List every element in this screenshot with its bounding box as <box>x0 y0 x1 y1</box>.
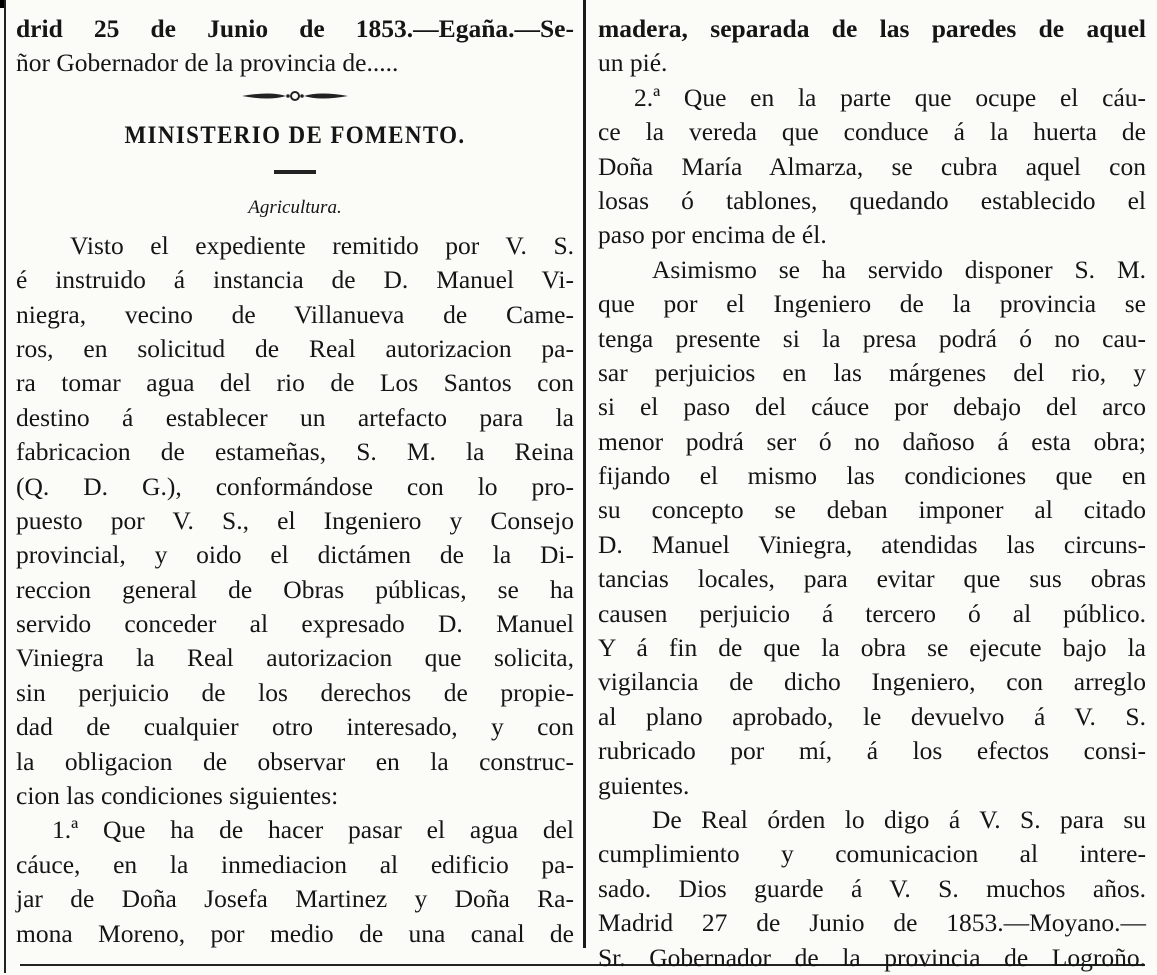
column-divider-rule <box>583 0 586 948</box>
right-body-line: sar perjuicios en las márgenes del rio, y <box>598 357 1146 387</box>
ministry-heading: MINISTERIO DE FOMENTO. <box>124 121 466 149</box>
right-body-line: que por el Ingeniero de la provincia se <box>598 289 1146 319</box>
left-body-line: reccion general de Obras públicas, se ha <box>16 574 574 604</box>
left-body-line: cáuce, en la inmediacion al edificio pa- <box>16 849 574 879</box>
left-body-line: provincial, y oido el dictámen de la Di- <box>16 540 574 570</box>
right-body-line: sado. Dios guarde á V. S. muchos años. <box>598 873 1146 903</box>
right-body-line: De Real órden lo digo á V. S. para su <box>652 804 1146 834</box>
right-body-line: un pié. <box>598 48 668 78</box>
right-body-line: 2.ª Que en la parte que ocupe el cáu- <box>634 82 1146 112</box>
heading-dash <box>16 161 574 183</box>
left-body-line: é instruido á instancia de D. Manuel Vi- <box>16 265 574 295</box>
right-body-line: rubricado por mí, á los efectos consi- <box>598 736 1146 766</box>
left-body-line: ra tomar agua del rio de Los Santos con <box>16 368 574 398</box>
left-body-line: sin perjuicio de los derechos de propie- <box>16 677 574 707</box>
right-body-line: cumplimiento y comunicacion al intere- <box>598 839 1146 869</box>
left-column <box>16 12 574 951</box>
left-body-line: niegra, vecino de Villanueva de Came- <box>16 299 574 329</box>
left-body-line: 1.ª Que ha de hacer pasar el agua del <box>52 815 574 845</box>
right-body-line: vigilancia de dicho Ingeniero, con arreglo <box>598 667 1146 697</box>
left-body-line: Visto el expediente remitido por V. S. <box>70 230 574 260</box>
right-body-line: madera, separada de las paredes de aquel <box>598 14 1146 43</box>
left-body-line: ros, en solicitud de Real autorizacion pa- <box>16 333 574 363</box>
right-body-line: Madrid 27 de Junio de 1853.—Moyano.— <box>598 908 1146 938</box>
left-body-line: servido conceder al expresado D. Manuel <box>16 609 574 639</box>
right-body-line: causen perjuicio á tercero ó al público. <box>598 598 1146 628</box>
ornament-rule <box>16 81 574 111</box>
right-body-line: ce la vereda que conduce á la huerta de <box>598 117 1146 147</box>
right-body-line: guientes. <box>598 770 690 800</box>
left-body-line: Viniegra la Real autorizacion que solicita, <box>16 643 574 673</box>
right-body-line: tancias locales, para evitar que sus obras <box>598 564 1146 594</box>
right-body-line: fijando el mismo las condiciones que en <box>598 461 1146 491</box>
left-body-line: mona Moreno, por medio de una canal de <box>16 918 574 948</box>
left-body-line: destino á establecer un artefacto para la <box>16 402 574 432</box>
right-body-line: si el paso del cáuce por debajo del arco <box>598 392 1146 422</box>
right-body-line: al plano aprobado, le devuelvo á V. S. <box>598 701 1146 731</box>
right-column <box>598 12 1146 975</box>
right-body-line: su concepto se deban imponer al citado <box>598 495 1146 525</box>
left-top-line-1: drid 25 de Junio de 1853.—Egaña.—Se- <box>16 14 574 43</box>
left-body-line: puesto por V. S., el Ingeniero y Consejo <box>16 505 574 535</box>
right-body-line: losas ó tablones, quedando establecido el <box>598 185 1146 215</box>
left-top-line-2: ñor Gobernador de la provincia de..... <box>16 48 399 78</box>
left-body-line: (Q. D. G.), conformándose con lo pro- <box>16 471 574 501</box>
right-body-line: paso por encima de él. <box>598 220 827 250</box>
right-body-line: Y á fin de que la obra se ejecute bajo la <box>598 633 1146 663</box>
right-body-line: Sr. Gobernador de la provincia de Logroño. <box>598 942 1146 972</box>
left-margin-rule <box>4 0 6 973</box>
right-body-line: menor podrá ser ó no dañoso á esta obra; <box>598 426 1146 456</box>
right-body-line: D. Manuel Viniegra, atendidas las circuns- <box>598 529 1146 559</box>
ornament-icon <box>240 90 350 102</box>
right-body-line: tenga presente si la presa podrá ó no cau- <box>598 323 1146 353</box>
left-body-line: jar de Doña Josefa Martinez y Doña Ra- <box>16 884 574 914</box>
left-body-line: fabricacion de estameñas, S. M. la Reina <box>16 437 574 467</box>
right-body-line: Asimismo se ha servido disponer S. M. <box>652 254 1146 284</box>
left-body-line: dad de cualquier otro interesado, y con <box>16 712 574 742</box>
section-title: Agricultura. <box>248 196 342 218</box>
left-body-line: la obligacion de observar en la construc- <box>16 746 574 776</box>
left-body-line: cion las condiciones siguientes: <box>16 781 339 811</box>
right-body-line: Doña María Almarza, se cubra aquel con <box>598 151 1146 181</box>
